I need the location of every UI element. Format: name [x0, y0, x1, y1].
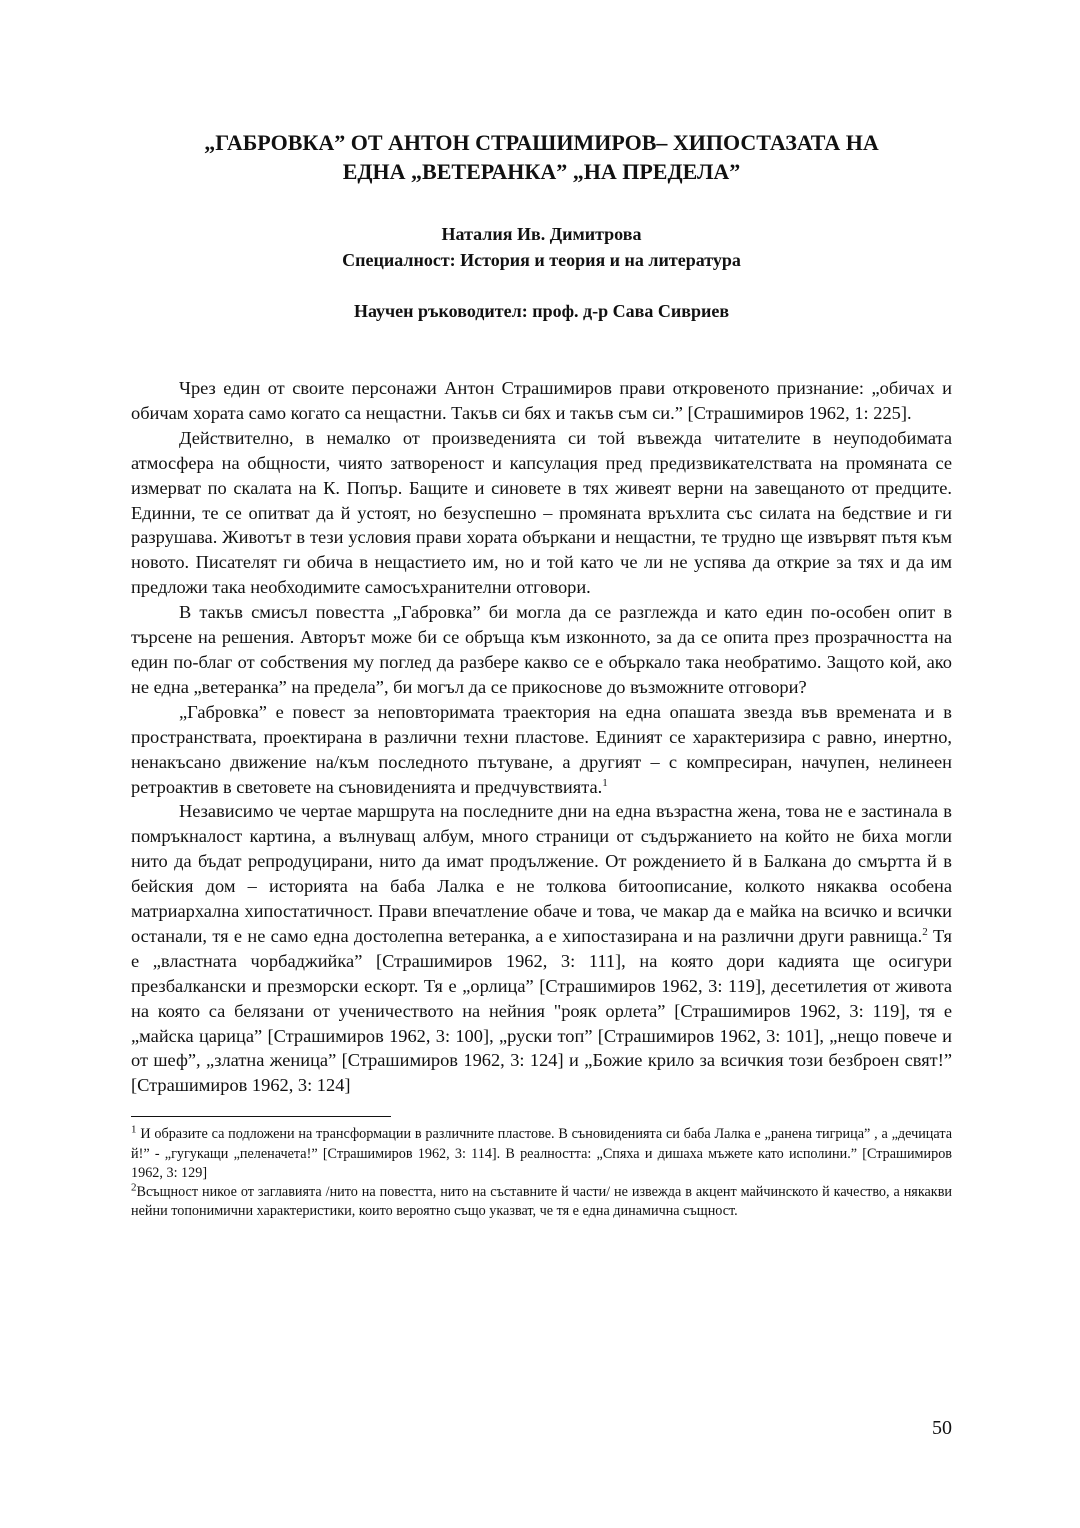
title-line-2: ЕДНА „ВЕТЕРАНКА” „НА ПРЕДЕЛА”	[342, 159, 741, 184]
footnote-ref-1[interactable]: 1	[602, 776, 608, 789]
paragraph-4	[131, 700, 952, 800]
paragraph-5-text-a: Независимо че чертае маршрута на последните дни на една възрастна жена, това не е застинала в помръкналост картина, а вълнуващ албум, много страници от съдържанието на който не биха могли нито да бъдат репродуцирани, нито да имат продължение. От рождението й в Балкана до смъртта й в бейския дом – историята на баба Лалка е не толкова битоописание, колкото някаква особена матриархална хипостатичност. Прави впечатление обаче и това, че макар да е майка на всичко и всички останали, тя е не само една достолепна ветеранка, а е хипостазирана и на различни други равнища.	[131, 801, 952, 946]
paragraph-3: В такъв смисъл повестта „Габровка” би могла да се разглежда и като един по-особен опит в търсене на решения. Авторът може би се обръща към изконното, за да се опита през прозрачността на един по-благ от собствения му поглед да разбере какво се е объркало така необратимо. Защото кой, ако не една „ветеранка” на предела”, би могъл да се прикоснове до възможните отговори?	[131, 602, 952, 697]
footnote-ref-2[interactable]: 2	[922, 925, 928, 938]
footnote-2-text: Всъщност никое от заглавията /нито на повестта, нито на съставните й части/ не извежда в акцент майчинското й качество, а някакви нейни топонимични характеристики, които вероятно също указват, че тя е една динамична същност.	[131, 1184, 952, 1220]
scientific-supervisor: Научен ръководител: проф. д-р Сава Сивриев	[353, 301, 730, 321]
article-body	[131, 376, 952, 1098]
footnote-divider	[131, 1116, 391, 1117]
author-block	[131, 221, 952, 273]
author-name: Наталия Ив. Димитрова	[441, 224, 642, 244]
footnote-2-mark: 2	[131, 1181, 137, 1194]
paragraph-5	[131, 799, 952, 1098]
title-line-1: „ГАБРОВКА” ОТ АНТОН СТРАШИМИРОВ– ХИПОСТАЗАТА НА	[204, 130, 879, 155]
paragraph-4-text: „Габровка” е повест за неповторимата траектория на една опашата звезда във времената и в пространствата, проектирана в различни техни пластове. Единият се характеризира с равно, инертно, ненакъсано движение на/към последното пътуване, а другият – с компресиран, начупен, нелинеен ретроактив в световете на съновиденията и предчувствията.	[131, 701, 952, 797]
article-title	[131, 128, 952, 186]
document-page	[131, 128, 952, 1222]
footnote-1	[131, 1125, 952, 1183]
footnote-1-mark: 1	[131, 1123, 137, 1136]
footnote-1-text: И образите са подложени на трансформации в различните пластове. В съновиденията си баба Лалка е „ранена тигрица” , а „дечицата й!” - „гугукащи „пеленачета!” [Страшимиров 1962, 3: 114]. В реалността: „Спяха и дишаха мъжете като исполини.” [Страшимиров 1962, 3: 129]	[131, 1126, 952, 1181]
page-number: 50	[932, 1417, 952, 1439]
paragraph-2: Действително, в немалко от произведенията си той въвежда читателите в неуподобимата атмосфера на общности, чиято затвореност и капсулация пред предизвикателствата на промяната се измерват по скалата на К. Попър. Бащите и синовете в тях живеят верни на завещаното от предците. Единни, те се опитват да й устоят, но безуспешно – промяната връхлита със силата на бедствие и ги разрушава. Животът в тези условия прави хората объркани и нещастни, те трудно ще извървят пътя към новото. Писателят ги обича в нещастието им, но и той като че ли не успява да открие за тях и да им предложи така необходимите самосъхранителни отговори.	[131, 427, 952, 598]
paragraph-5-text-b: Тя е „властната чорбаджийка” [Страшимиров 1962, 3: 111], на която дори кадията ще осигури презбалкански и презморски ескорт. Тя е „орлица” [Страшимиров 1962, 3: 119], десетилетия от живота на която са белязани от ученичеството на нейния "рояк орлета” [Страшимиров 1962, 3: 119], тя е „майска царица” [Страшимиров 1962, 3: 100], „руски топ” [Страшимиров 1962, 3: 101], „нещо повече и от шеф”, „златна женица” [Страшимиров 1962, 3: 124] и „Божие крило за всичкия този безброен свят!” [Страшимиров 1962, 3: 124]	[131, 925, 952, 1096]
footnote-2	[131, 1183, 952, 1222]
footnotes	[131, 1125, 952, 1221]
author-specialty: Специалност: История и теория и на литература	[342, 250, 741, 270]
paragraph-1: Чрез един от своите персонажи Антон Страшимиров прави откровеното признание: „обичах и обичам хората само когато са нещастни. Такъв си бях и такъв съм си.” [Страшимиров 1962, 1: 225].	[131, 378, 952, 423]
